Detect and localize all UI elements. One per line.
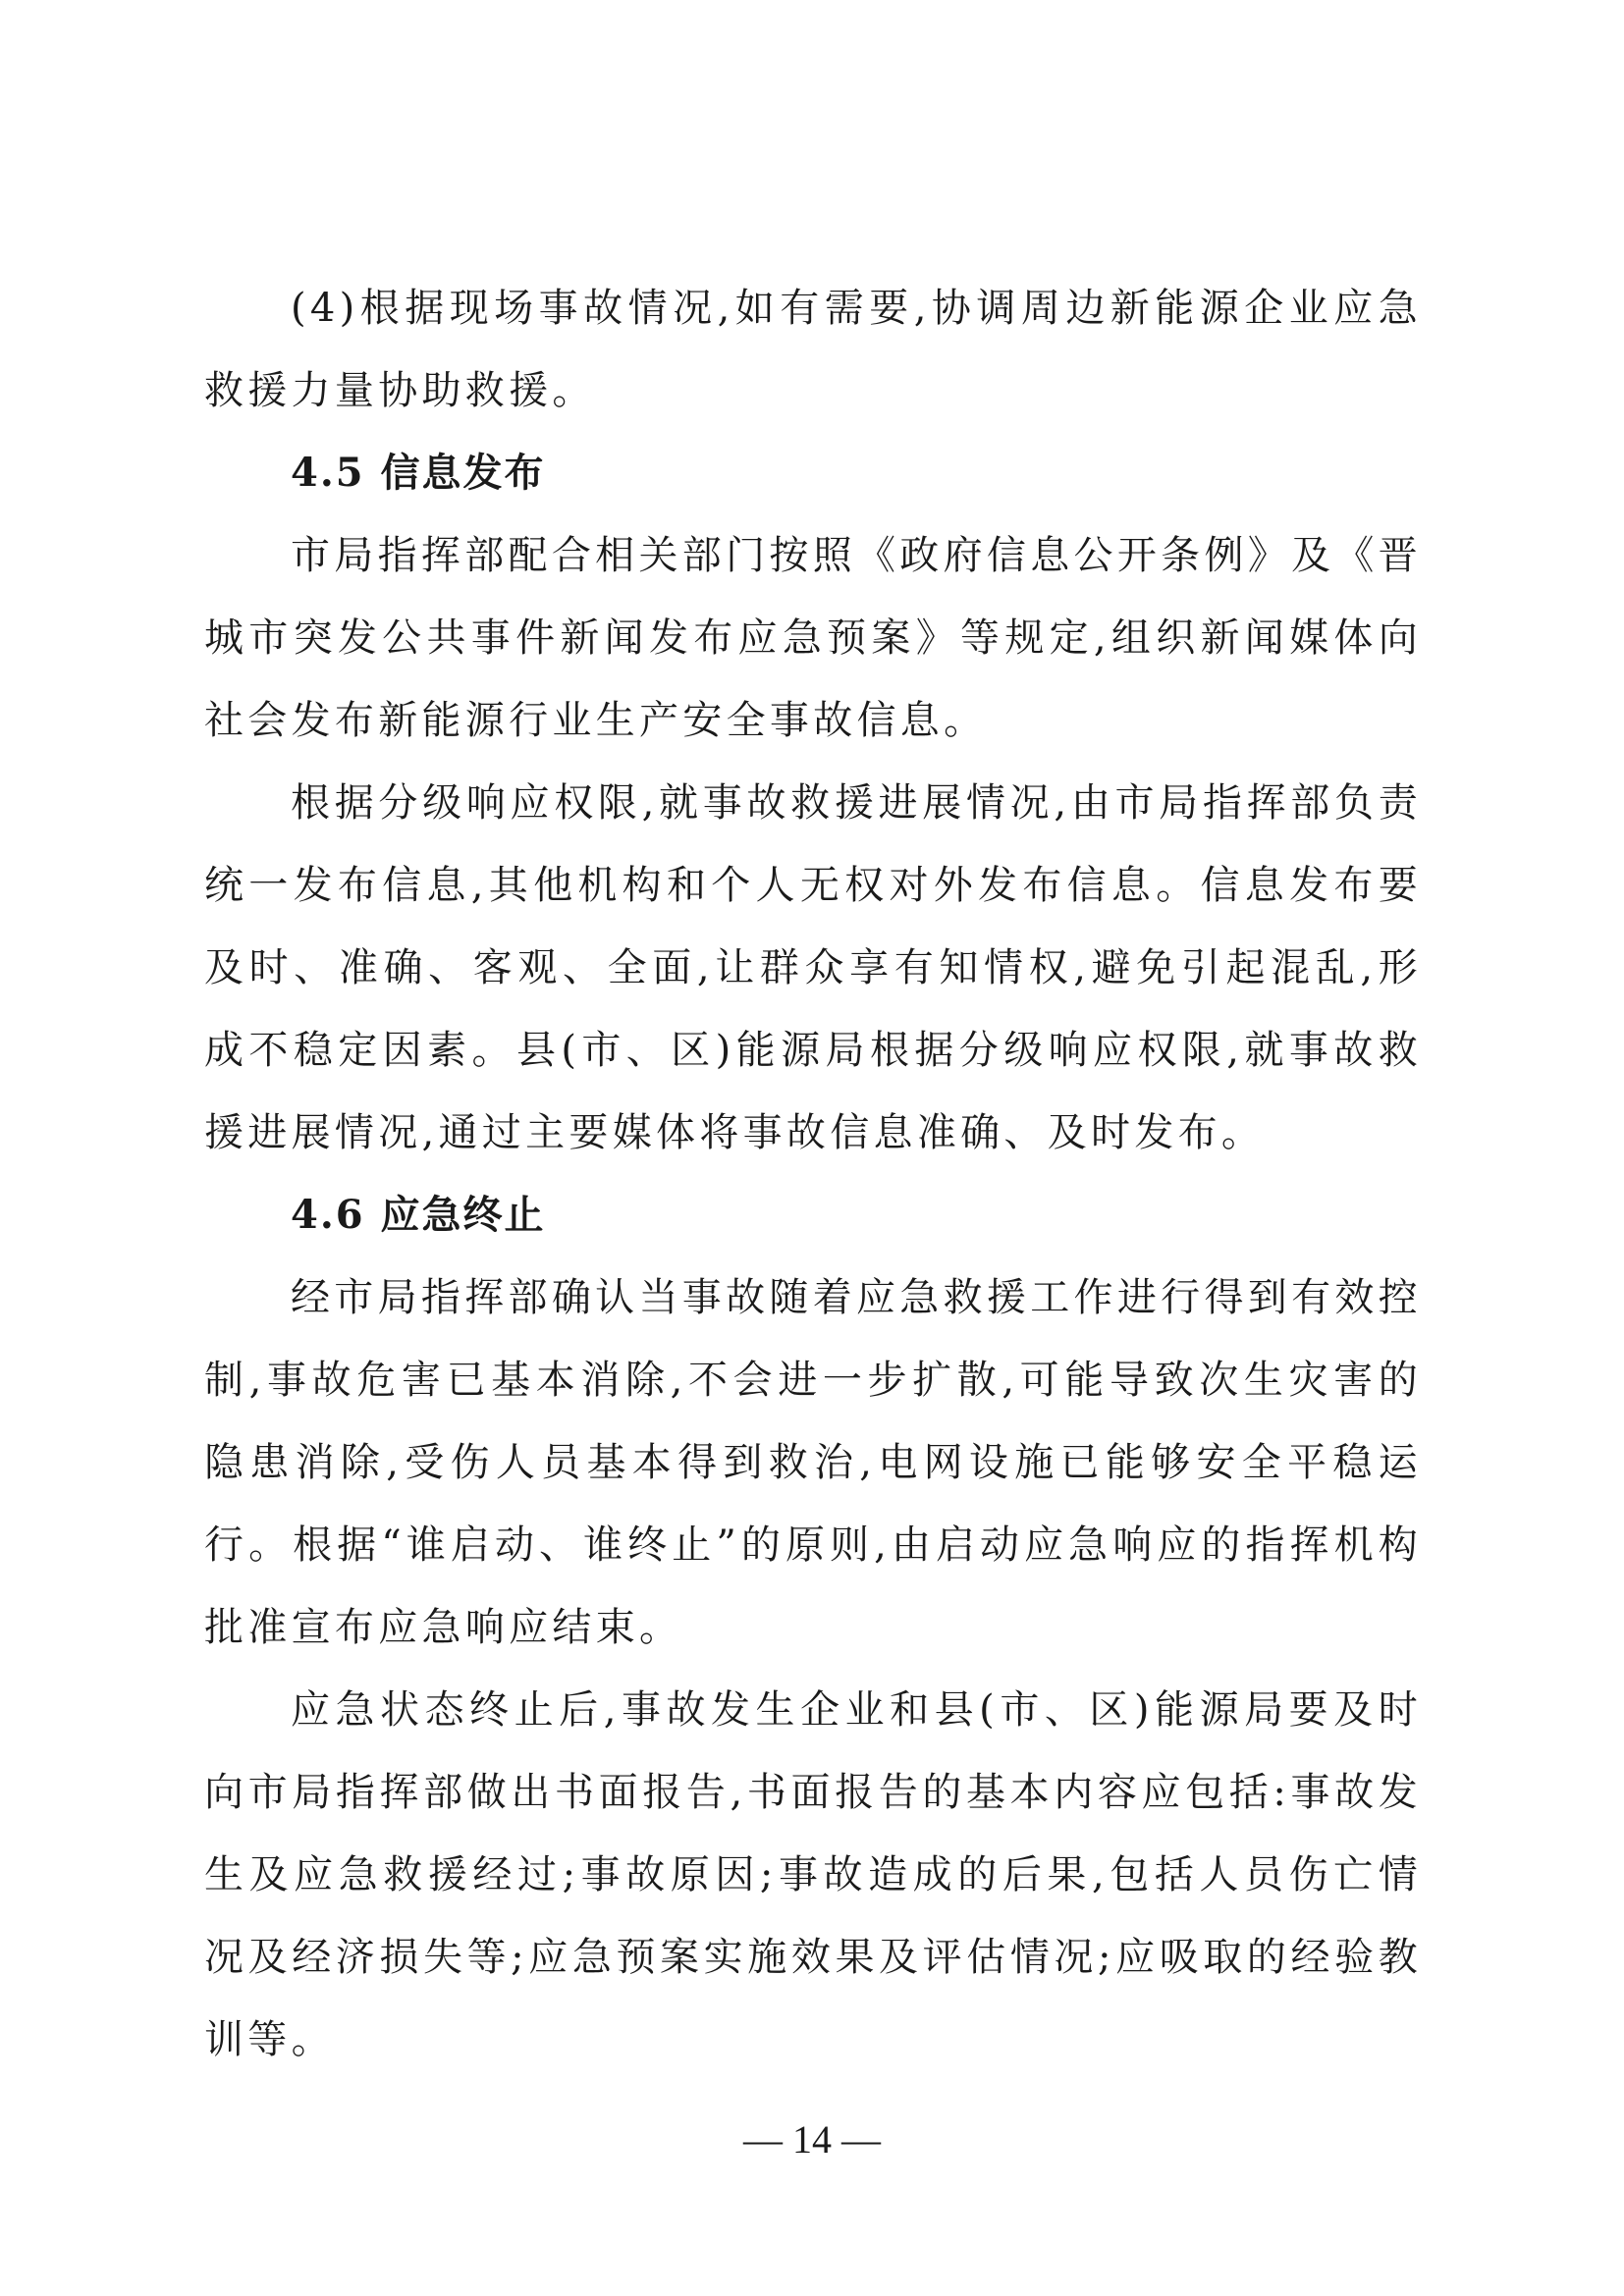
document-body	[204, 267, 1422, 2081]
paragraph-written-report: 应急状态终止后,事故发生企业和县(市、区)能源局要及时向市局指挥部做出书面报告,书面报告的基本内容应包括:事故发生及应急救援经过;事故原因;事故造成的后果,包括人员伤亡情况及经济损失等;应急预案实施效果及评估情况;应吸取的经验教训等。	[204, 1687, 1422, 2062]
paragraph-info-release-authority: 根据分级响应权限,就事故救援进展情况,由市局指挥部负责统一发布信息,其他机构和个人无权对外发布信息。信息发布要及时、准确、客观、全面,让群众享有知情权,避免引起混乱,形成不稳定因素。县(市、区)能源局根据分级响应权限,就事故救援进展情况,通过主要媒体将事故信息准确、及时发布。	[204, 780, 1422, 1155]
paragraph-info-release-regulation: 市局指挥部配合相关部门按照《政府信息公开条例》及《晋城市突发公共事件新闻发布应急预案》等规定,组织新闻媒体向社会发布新能源行业生产安全事故信息。	[204, 533, 1422, 743]
section-heading-4-5: 4.5 信息发布	[291, 450, 546, 496]
section-heading-4-6: 4.6 应急终止	[291, 1192, 546, 1238]
page-number: — 14 —	[743, 2117, 881, 2162]
paragraph-emergency-termination: 经市局指挥部确认当事故随着应急救援工作进行得到有效控制,事故危害已基本消除,不会进一步扩散,可能导致次生灾害的隐患消除,受伤人员基本得到救治,电网设施已能够安全平稳运行。根据“谁启动、谁终止”的原则,由启动应急响应的指挥机构批准宣布应急响应结束。	[204, 1275, 1422, 1650]
paragraph-rescue-coordination: (4)根据现场事故情况,如有需要,协调周边新能源企业应急救援力量协助救援。	[204, 286, 1422, 413]
